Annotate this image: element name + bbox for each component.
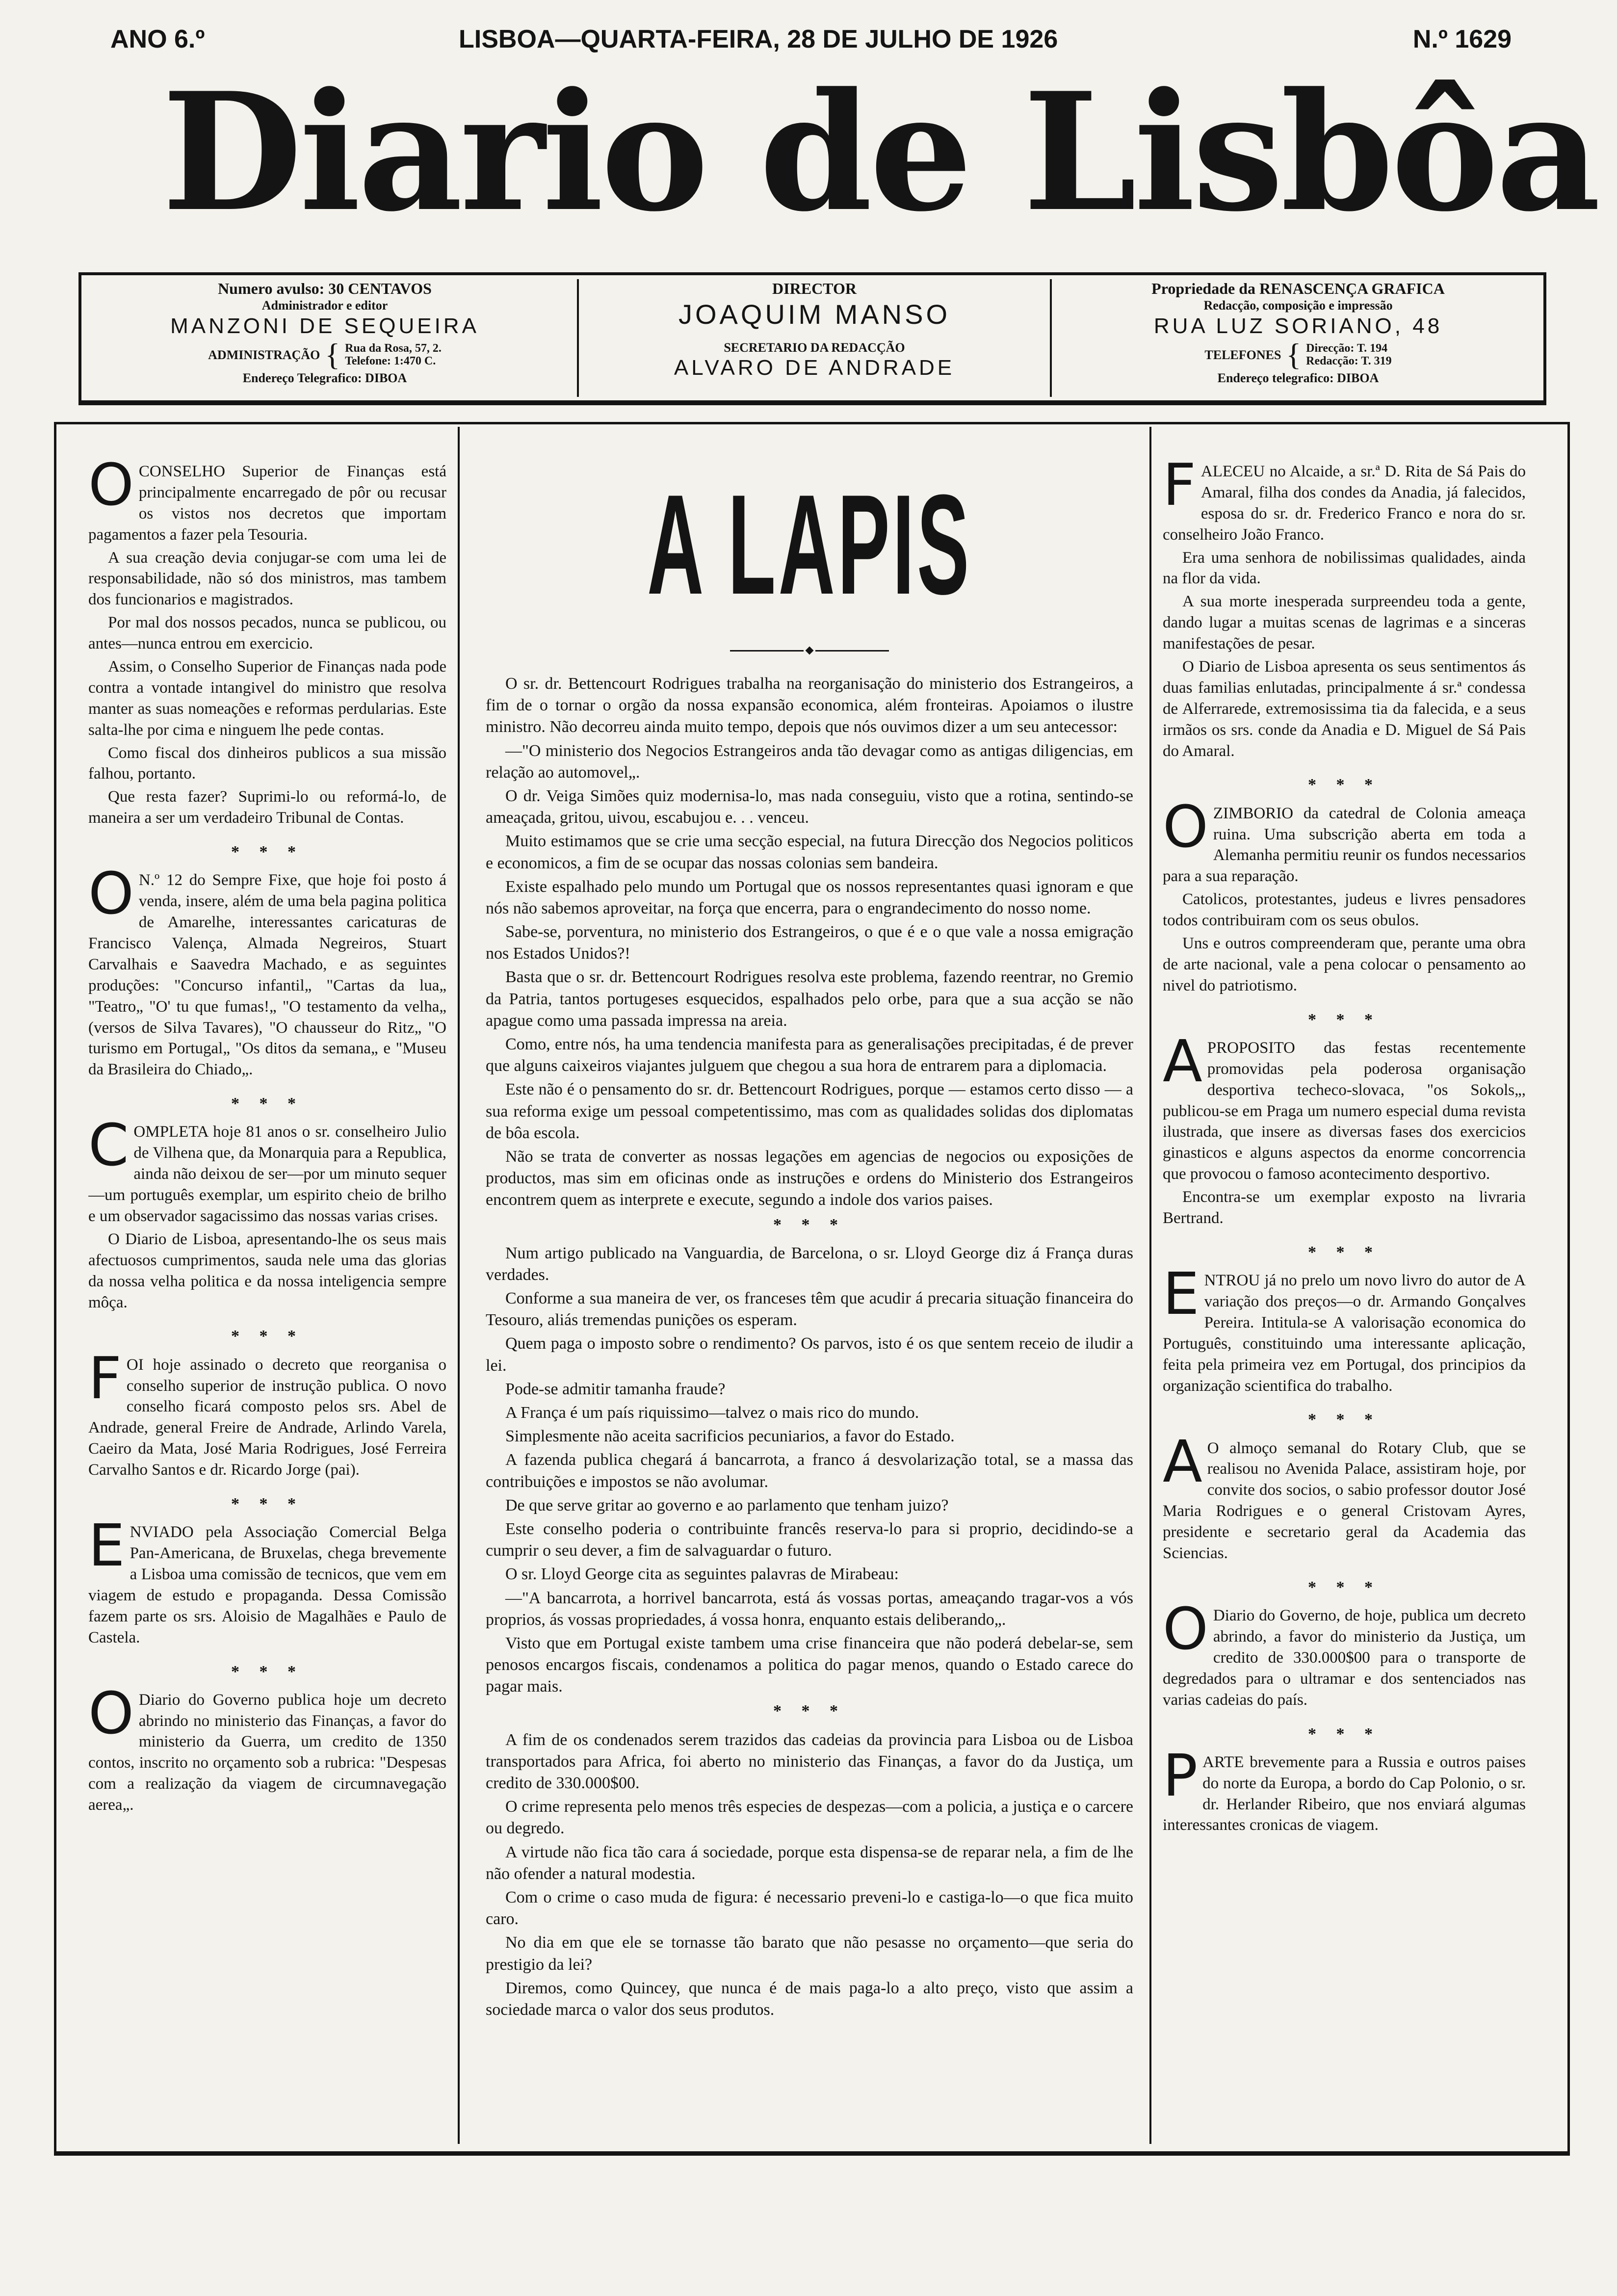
paragraph: Num artigo publicado na Vanguardia, de Barcelona, o sr. Lloyd George diz á França duras verdades. [486, 1244, 1133, 1284]
phones [1058, 339, 1539, 370]
separator-stars: * * * [231, 1662, 304, 1681]
paragraph: Este conselho poderia o contribuinte francês reserva-lo para si proprio, decidindo-se a cumprir o seu dever, a fim de salvaguardar o futuro. [486, 1519, 1133, 1560]
news-item [1163, 1595, 1526, 1712]
center-column [486, 442, 1133, 2119]
drop-cap: P [1163, 1741, 1198, 1809]
admin-role: Administrador e editor [261, 298, 388, 313]
paragraph: O Diario de Lisboa, apresentando-lhe os seus mais afectuosos cumprimentos, sauda nele uma das glorias da nossa velha politica e da nossa inteligencia sempre môça. [88, 1230, 446, 1311]
news-item [1163, 1260, 1526, 1398]
news-item [88, 1512, 446, 1650]
drop-cap: O [1163, 1595, 1208, 1663]
paragraph: Existe espalhado pelo mundo um Portugal que os nossos representantes quasi ignoram e que nós não sabemos aproveitar, na força que encerra, para o engrandecimento do nosso nome. [486, 877, 1133, 917]
separator-stars: * * * [231, 1494, 304, 1513]
paragraph: OI hoje assinado o decreto que reorganisa o conselho superior de instrução publica. O novo conselho ficará composto pelos srs. Abel de Andrade, general Freire de Andrade, Arlindo Varela, Caeiro da Mata, José Maria Rodrigues, José Ferreira Carvalho Santos e dr. Ricardo Jorge (pai). [88, 1356, 446, 1479]
article-title: A LAPIS [647, 465, 972, 624]
paragraph: Catolicos, protestantes, judeus e livres pensadores todos contribuiram com os seus obulos. [1163, 890, 1526, 930]
dateline: LISBOA—QUARTA-FEIRA, 28 DE JULHO DE 1926 [459, 25, 1058, 53]
paragraph: O crime representa pelo menos três especies de despezas—com a policia, a justiça e o carcere ou degredo. [486, 1798, 1133, 1838]
paragraph: O sr. dr. Bettencourt Rodrigues trabalha na reorganisação do ministerio dos Estrangeiros, a fim de o tornar o orgão da nossa expansão economica, além fronteiras. Apoiamos o ilustre ministro. Não decorreu ainda muito tempo, depois que nós ouvimos dizer a um seu antecessor: [486, 675, 1133, 736]
paragraph: A fim de os condenados serem trazidos das cadeias da provincia para Lisboa ou de Lisboa transportados para Africa, foi aberto no ministerio das Finanças, a favor do da Justiça, um credito de 330.000$00. [486, 1730, 1133, 1792]
drop-cap: O [88, 1679, 134, 1747]
drop-cap: O [88, 461, 134, 519]
paragraph: Com o crime o caso muda de figura: é necessario preveni-lo e castiga-lo—o que fica muito caro. [486, 1888, 1133, 1929]
paragraph: O Diario de Lisboa apresenta os seus sentimentos ás duas familias enlutadas, principalmente á sr.ª condessa de Alferrarede, extremosissima tia da falecida, e a seus irmãos os srs. conde da Anadia e D. Miguel de Sá Pais do Amaral. [1163, 658, 1526, 760]
title-ornament [486, 648, 1133, 653]
separator-stars: * * * [773, 1215, 846, 1234]
drop-cap: A [1163, 1027, 1202, 1095]
separator-stars: * * * [1308, 1243, 1381, 1261]
services: Redacção, composição e impressão [1203, 298, 1393, 313]
drop-cap: O [1163, 792, 1208, 861]
paragraph: No dia em que ele se tornasse tão barato que não pesasse no orçamento—que seria do prestigio da lei? [486, 1933, 1133, 1974]
article-body [486, 673, 1133, 2021]
paragraph: PROPOSITO das festas recentemente promovidas pela poderosa organisação desportiva techeco-slovaca, "os Sokols„, publicou-se em Praga um numero especial duma revista ilustrada, que insere as diversas fases dos exercicios ginasticos e alguns aspectos da enorme concorrencia que provocou o famoso acontecimento desportivo. [1163, 1039, 1526, 1183]
brace: { [1286, 337, 1302, 372]
news-item [88, 1111, 446, 1315]
paragraph: Como fiscal dos dinheiros publicos a sua missão falhou, portanto. [88, 744, 446, 783]
drop-cap: O [88, 860, 134, 928]
paragraph: Uns e outros compreenderam que, perante uma obra de arte nacional, vale a pena colocar o pensamento ao nivel do patriotismo. [1163, 935, 1526, 994]
separator-stars: * * * [1308, 1410, 1381, 1429]
paragraph: Sabe-se, porventura, no ministerio dos Estrangeiros, o que é e o que vale a nossa emigração nos Estados Unidos?! [486, 923, 1133, 963]
separator-stars: * * * [231, 843, 304, 861]
paragraph: Muito estimamos que se crie uma secção especial, na futura Direcção dos Negocios politicos e economicos, a fim de se ocupar das nossas colonias sem bandeira. [486, 832, 1133, 872]
right-column [1163, 461, 1526, 2139]
paragraph: A virtude não fica tão cara á sociedade, porque esta dispensa-se de reparar nela, a fim de lhe não ofender a natural modestia. [486, 1843, 1133, 1883]
secretary-name: ALVARO DE ANDRADE [674, 355, 955, 380]
news-item [1163, 461, 1526, 763]
phones-label: TELEFONES [1204, 347, 1281, 362]
ornament-diamond [806, 647, 814, 655]
paragraph: —"O ministerio dos Negocios Estrangeiros anda tão devagar como as antigas diligencias, em relação ao automovel„. [486, 741, 1133, 782]
left-column [88, 461, 446, 2139]
paragraph: ARTE brevemente para a Russia e outros paises do norte da Europa, a bordo do Cap Polonio, o sr. dr. Herlander Ribeiro, que nos enviará algumas interessantes cronicas de viagem. [1163, 1753, 1526, 1834]
separator-stars: * * * [231, 1327, 304, 1346]
paragraph: Basta que o sr. dr. Bettencourt Rodrigues resolva este problema, fazendo reentrar, no Gremio da Patria, tantos portugeses esquecidos, espalhados pelo orbe, para que a sua acção se não apague como uma passada impressa na areia. [486, 968, 1133, 1030]
year-label: ANO 6.º [110, 25, 205, 53]
issue-number: N.º 1629 [1412, 25, 1512, 53]
brace: { [325, 337, 340, 372]
news-item [88, 1679, 446, 1818]
phone-details [1306, 342, 1391, 368]
news-item [1163, 1027, 1526, 1231]
director-label: DIRECTOR [772, 280, 857, 297]
news-item [88, 1344, 446, 1483]
news-item [88, 461, 446, 831]
news-item [1163, 1741, 1526, 1838]
price: Numero avulso: 30 CENTAVOS [218, 280, 432, 297]
column-rule [458, 427, 460, 2144]
paragraph: OMPLETA hoje 81 anos o sr. conselheiro Julio de Vilhena que, da Monarquia para a Republica, ainda não deixou de ser—por um minuto sequer—um português exemplar, um espirito cheio de brilho e um observador sagacissimo das nossas varias crises. [88, 1123, 446, 1225]
news-item [1163, 792, 1526, 998]
paragraph: A França é um país riquissimo—talvez o mais rico do mundo. [505, 1404, 919, 1422]
paragraph: O almoço semanal do Rotary Club, que se realisou no Avenida Palace, assistiram hoje, por convite dos socios, o sabio professor doutor José Maria Rodrigues e o general Cristovam Ayres, presidente e secretario geral da Academia das Sciencias. [1163, 1439, 1526, 1563]
ornament-line [815, 650, 889, 652]
phone-direction: Direcção: T. 194 [1306, 341, 1388, 355]
paragraph: A sua morte inesperada surpreendeu toda a gente, dando lugar a muitas scenas de lagrimas e a sinceras manifestações de pesar. [1163, 593, 1526, 653]
secretary-label: SECRETARIO DA REDACÇÃO [724, 340, 905, 355]
drop-cap: E [88, 1512, 125, 1580]
admin-label: ADMINISTRAÇÃO [208, 347, 320, 362]
paragraph: A sua creação devia conjugar-se com uma lei de responsabilidade, não só dos ministros, mas tambem dos funcionarios e magistrados. [88, 548, 446, 609]
admin-address [84, 339, 565, 370]
paragraph: Conforme a sua maneira de ver, os franceses têm que acudir á precaria situação financeira do Tesouro, aliás tremendas punições os esperam. [486, 1289, 1133, 1330]
paragraph: Diremos, como Quincey, que nunca é de mais paga-lo a alto preço, visto que assim a sociedade marca o valor dos seus produtos. [486, 1979, 1133, 2019]
paragraph: O dr. Veiga Simões quiz modernisa-lo, mas nada conseguiu, visto que a rotina, sentindo-se ameaçada, gritou, uivou, escabujou e. . . venceu. [486, 786, 1133, 827]
paragraph: Quem paga o imposto sobre o rendimento? Os parvos, isto é os que sentem receio de iludir a lei. [486, 1334, 1133, 1375]
paragraph: Assim, o Conselho Superior de Finanças nada pode contra a vontade intangivel do ministro que resolva manter as suas nomeações e reformas perdularias. Este salta-lhe por cima e ninguem lhe pede contas. [88, 658, 446, 739]
paragraph: O sr. Lloyd George cita as seguintes palavras de Mirabeau: [505, 1565, 899, 1584]
paragraph: —"A bancarrota, a horrivel bancarrota, está ás vossas portas, ameaçando tragar-vos a vós proprios, ás vossas propriedades, á vossa honra, enquanto estais deliberando„. [486, 1589, 1133, 1629]
paragraph: Diario do Governo publica hoje um decreto abrindo no ministerio das Finanças, a favor do ministerio da Guerra, um credito de 1350 contos, inscrito no orçamento sob a rubrica: "Despesas com a realização da viagem de circumnavegação aerea„. [88, 1691, 446, 1814]
paragraph: Este não é o pensamento do sr. dr. Bettencourt Rodrigues, porque — estamos certo disso — a sua reforma exige um pessoal competentissimo, mas com as qualidades solidas dos diplomatas de bôa escola. [486, 1080, 1133, 1142]
drop-cap: C [88, 1111, 129, 1179]
separator-stars: * * * [1308, 1724, 1381, 1743]
paragraph: NTROU já no prelo um novo livro do autor de A variação dos preços—o dr. Armando Gonçalves Pereira. Intitula-se A valorisação economica do Português, constituindo uma interessante aplicação, feita pela primeira vez em Portugal, dos principios da organização scientifica do trabalho. [1163, 1272, 1526, 1395]
paragraph: Que resta fazer? Suprimi-lo ou reformá-lo, de maneira a ser um verdadeiro Tribunal de Contas. [88, 788, 446, 827]
paragraph: Diario do Governo, de hoje, publica um decreto abrindo, a favor do ministerio da Justiça, um credito de 330.000$00 para o transporte de degredados para o ultramar e dos sentenciados nas varias cadeias do país. [1163, 1607, 1526, 1709]
news-item [88, 860, 446, 1082]
separator-stars: * * * [231, 1095, 304, 1113]
drop-cap: E [1163, 1260, 1200, 1328]
paragraph: De que serve gritar ao governo e ao parlamento que tenham juizo? [505, 1496, 949, 1514]
phone-editorial: Redacção: T. 319 [1306, 355, 1392, 368]
telegraphic-address: Endereço Telegrafico: DIBOA [242, 371, 407, 386]
drop-cap: F [1163, 461, 1196, 519]
separator-stars: * * * [773, 1702, 846, 1721]
telegraphic-address: Endereço telegrafico: DIBOA [1217, 371, 1379, 386]
paragraph: Por mal dos nossos pecados, nunca se publicou, ou antes—nunca entrou em exercicio. [88, 614, 446, 653]
admin-street: Rua da Rosa, 57, 2. [345, 341, 442, 355]
info-direction [577, 279, 1052, 397]
drop-cap: F [88, 1344, 122, 1412]
column-rule [1149, 427, 1151, 2144]
paragraph: ZIMBORIO da catedral de Colonia ameaça ruina. Uma subscrição aberta em toda a Alemanha permitiu reunir os fundos necessarios para a sua reparação. [1163, 804, 1526, 886]
paragraph: Como, entre nós, ha uma tendencia manifesta para as generalisações precipitadas, é de prever que alguns caixeiros viajantes julguem que chegou a sua hora de entrarem para a diplomacia. [486, 1035, 1133, 1075]
paragraph: Visto que em Portugal existe tambem uma crise financeira que não poderá debelar-se, sem penosos encargos fiscais, condenamos a politica do pagar menos, quando o Estado carece do pagar mais. [486, 1634, 1133, 1696]
admin-phone: Telefone: 1:470 C. [345, 355, 436, 368]
drop-cap: A [1163, 1427, 1202, 1495]
admin-name: MANZONI DE SEQUEIRA [170, 313, 479, 338]
info-box [78, 272, 1546, 405]
owner: Propriedade da RENASCENÇA GRAFICA [1151, 280, 1445, 297]
admin-details [345, 342, 442, 368]
paragraph: A fazenda publica chegará á bancarrota, a franco á desvolarização total, se a massa das contribuições e impostos se não avolumar. [486, 1451, 1133, 1491]
paragraph: Encontra-se um exemplar exposto na livraria Bertrand. [1163, 1188, 1526, 1227]
paragraph: NVIADO pela Associação Comercial Belga Pan-Americana, de Bruxelas, chega brevemente a Lisboa uma comissão de tecnicos, que vem em viagem de estudo e propaganda. Dessa Comissão fazem parte os srs. Aloisio de Magalhães e Paulo de Castela. [88, 1523, 446, 1646]
masthead-title: Diario de Lisbôa [162, 57, 1598, 247]
news-item [1163, 1427, 1526, 1566]
info-admin [84, 279, 565, 397]
paragraph: Pode-se admitir tamanha fraude? [505, 1380, 726, 1398]
paragraph: Não se trata de converter as nossas legações em agencias de negocios ou exposições de productos, mas sim em oficinas onde as instruções e ordens do Ministerio dos Estrangeiros encontrem quem as interprete e execute, segundo a indole dos varios paises. [486, 1147, 1133, 1209]
paragraph: Era uma senhora de nobilissimas qualidades, ainda na flor da vida. [1163, 548, 1526, 588]
ornament-line [730, 650, 804, 652]
paragraph: CONSELHO Superior de Finanças está principalmente encarregado de pôr ou recusar os vistos nos decretos que importam pagamentos a fazer pela Tesouria. [88, 463, 446, 544]
info-property [1058, 279, 1539, 397]
director-name: JOAQUIM MANSO [678, 299, 951, 330]
separator-stars: * * * [1308, 1010, 1381, 1029]
paragraph: Simplesmente não aceita sacrificios pecuniarios, a favor do Estado. [505, 1427, 955, 1446]
paragraph: N.º 12 do Sempre Fixe, que hoje foi posto á venda, insere, além de uma bela pagina politica de Amarelhe, interessantes caricaturas de Francisco Valença, Almada Negreiros, Stuart Carvalhais e Saavedra Machado, e as seguintes produções: "Concurso infantil„ "Cartas da lua„ "Teatro„ "O' tu que fumas!„ "O testamento da velha„ (versos de Silva Tavares), "O chausseur do Ritz„ "O turismo em Portugal„ "Os ditos da semana„ e "Museu da Brasileira do Chiado„. [88, 871, 446, 1079]
paragraph: ALECEU no Alcaide, a sr.ª D. Rita de Sá Pais do Amaral, filha dos condes da Anadia, já falecidos, esposa do sr. dr. Frederico Franco e nora do sr. conselheiro João Franco. [1163, 463, 1526, 544]
separator-stars: * * * [1308, 1578, 1381, 1596]
separator-stars: * * * [1308, 776, 1381, 794]
street-address: RUA LUZ SORIANO, 48 [1153, 313, 1443, 338]
